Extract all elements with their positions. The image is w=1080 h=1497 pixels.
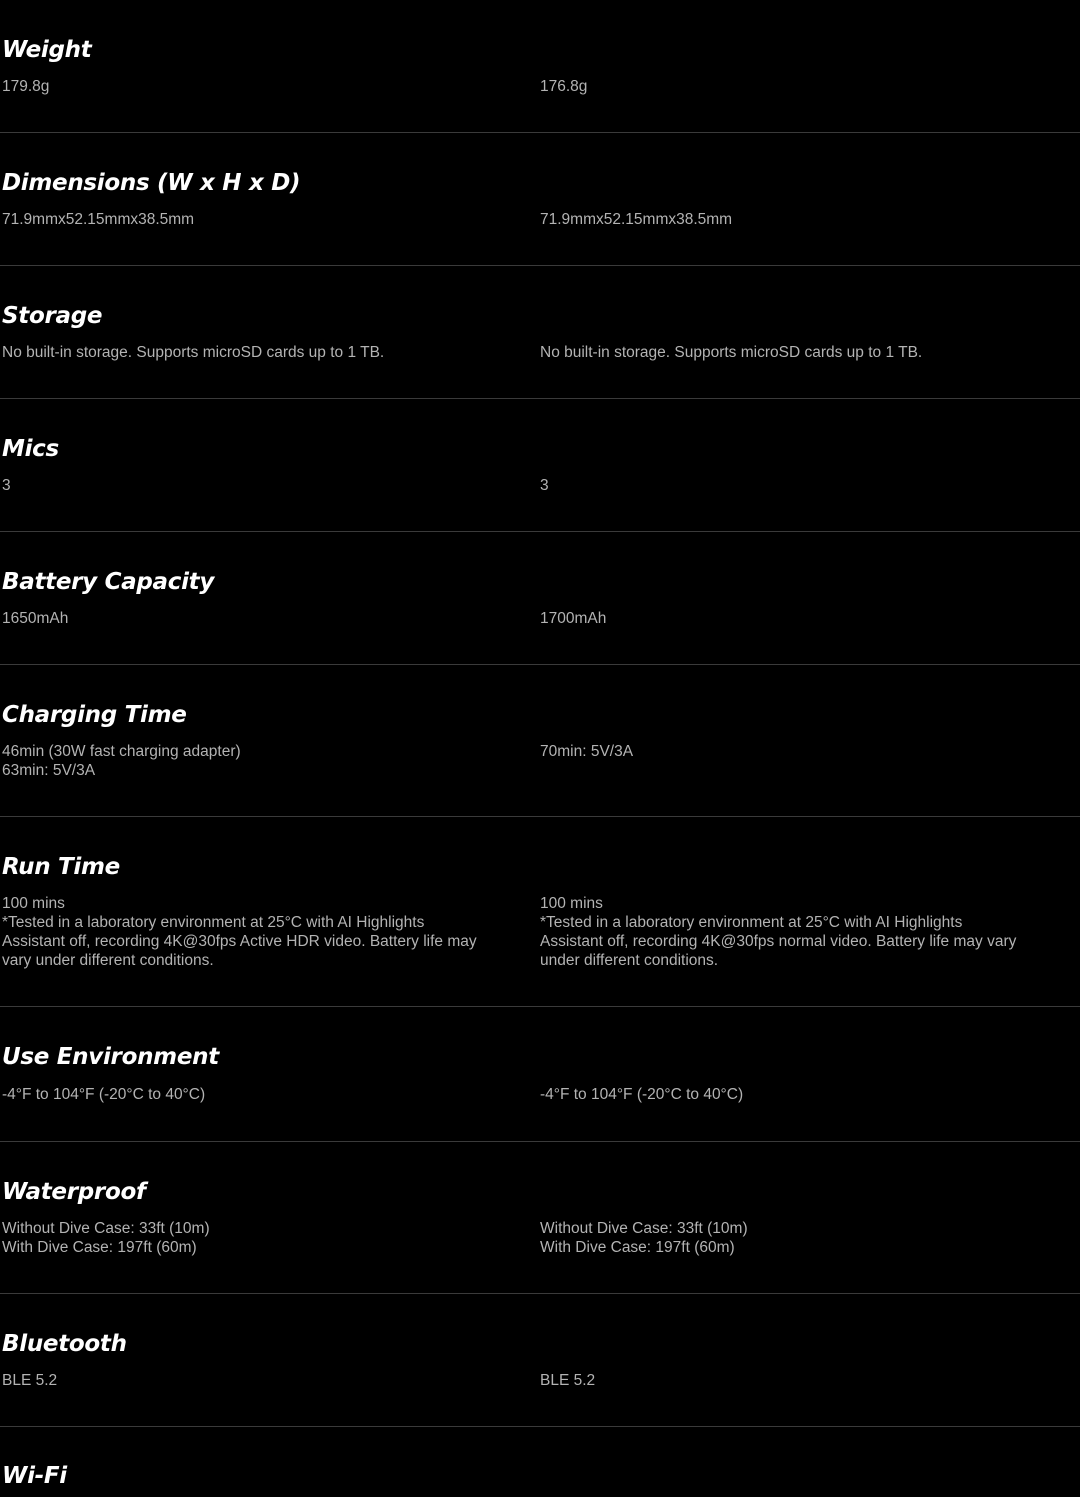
spec-row-battery-capacity <box>0 532 1080 665</box>
spec-title: Mics <box>2 436 59 462</box>
spec-row-storage <box>0 266 1080 399</box>
spec-value-model-b: 3 <box>540 477 549 494</box>
spec-row-waterproof <box>0 1142 1080 1294</box>
spec-value-model-b: 176.8g <box>540 78 588 95</box>
spec-value-model-b: 70min: 5V/3A <box>540 743 634 760</box>
spec-row-dimensions <box>0 133 1080 266</box>
spec-value-model-b: -4°F to 104°F (-20°C to 40°C) <box>540 1086 744 1103</box>
spec-value-model-a: No built-in storage. Supports microSD cards up to 1 TB. <box>2 344 385 361</box>
spec-value-model-a: 3 <box>2 477 11 494</box>
spec-value-model-a: -4°F to 104°F (-20°C to 40°C) <box>2 1086 206 1103</box>
spec-value-model-b: No built-in storage. Supports microSD cards up to 1 TB. <box>540 344 923 361</box>
spec-title: Battery Capacity <box>2 569 215 595</box>
spec-value-model-b: Without Dive Case: 33ft (10m) With Dive Case: 197ft (60m) <box>540 1220 748 1256</box>
spec-value-model-a: Without Dive Case: 33ft (10m) With Dive Case: 197ft (60m) <box>2 1220 210 1256</box>
spec-title: Waterproof <box>2 1179 146 1205</box>
spec-title: Storage <box>2 303 103 329</box>
spec-value-model-b: BLE 5.2 <box>540 1372 596 1389</box>
spec-value-model-a: 100 mins *Tested in a laboratory environment at 25°C with AI Highlights Assistant off, recording 4K@30fps Active HDR video. Battery life may vary under different conditions. <box>2 895 477 969</box>
spec-title: Use Environment <box>2 1044 219 1070</box>
spec-title: Charging Time <box>2 702 187 728</box>
spec-row-bluetooth <box>0 1294 1080 1427</box>
spec-row-run-time <box>0 817 1080 1007</box>
spec-value-model-b: 100 mins *Tested in a laboratory environment at 25°C with AI Highlights Assistant off, recording 4K@30fps normal video. Battery life may vary under different conditions. <box>540 895 1017 969</box>
spec-title: Run Time <box>2 854 120 880</box>
spec-value-model-b: 71.9mmx52.15mmx38.5mm <box>540 211 733 228</box>
spec-title: Weight <box>2 37 92 63</box>
spec-value-model-b: 1700mAh <box>540 610 607 627</box>
spec-row-weight <box>0 0 1080 133</box>
spec-title: Bluetooth <box>2 1331 127 1357</box>
spec-title: Dimensions (W x H x D) <box>2 170 301 196</box>
spec-value-model-a: 1650mAh <box>2 610 69 627</box>
spec-row-mics <box>0 399 1080 532</box>
spec-title: Wi-Fi <box>2 1463 67 1489</box>
spec-value-model-a: 46min (30W fast charging adapter) 63min: 5V/3A <box>2 743 241 779</box>
spec-row-use-environment <box>0 1007 1080 1142</box>
spec-row-wifi <box>0 1427 1080 1497</box>
spec-row-charging-time <box>0 665 1080 817</box>
spec-value-model-a: 71.9mmx52.15mmx38.5mm <box>2 211 195 228</box>
spec-value-model-a: BLE 5.2 <box>2 1372 58 1389</box>
spec-value-model-a: 179.8g <box>2 78 50 95</box>
